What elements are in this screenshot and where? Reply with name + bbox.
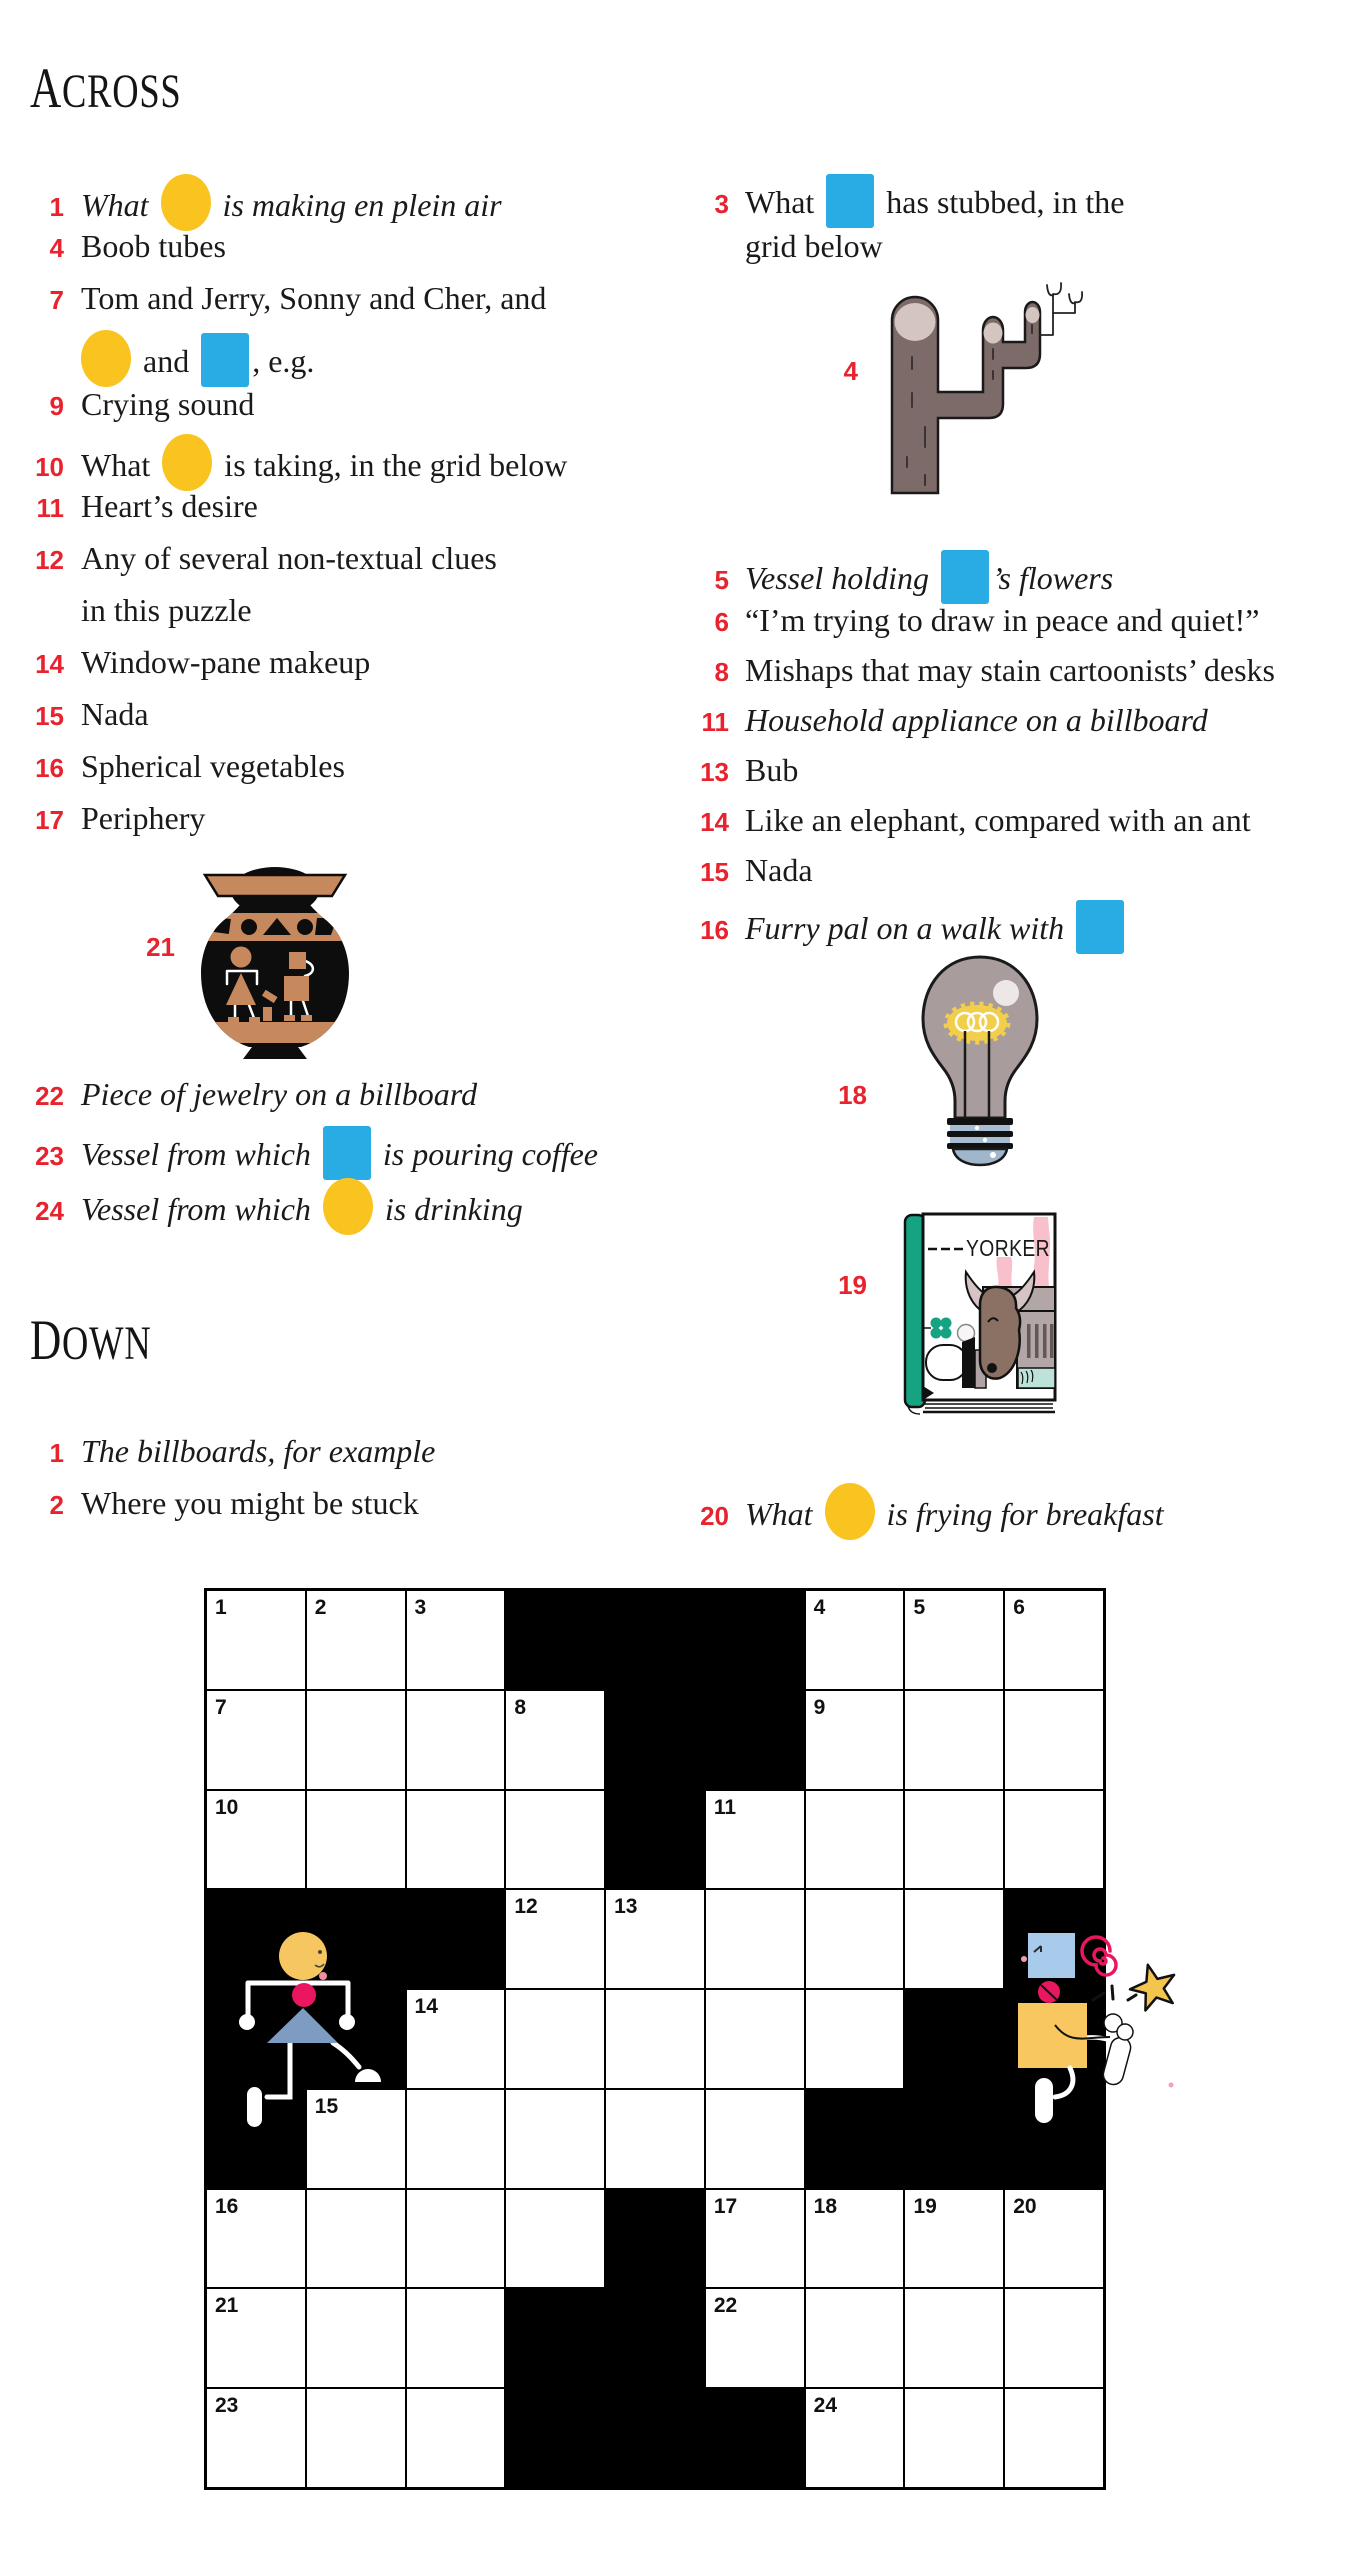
grid-cell-number: 8 xyxy=(514,1695,527,1719)
grid-cell-number: 6 xyxy=(1013,1596,1025,1619)
clue-across-23: 23 Vessel from which is pouring coffee xyxy=(0,1126,598,1180)
grid-cell-black xyxy=(606,2389,704,2487)
clue-down-20: 20 What is frying for breakfast xyxy=(665,1483,1164,1540)
clue-down-3: 3 What has stubbed, in the xyxy=(665,174,1124,228)
circle-character-icon xyxy=(162,434,212,491)
grid-cell-black xyxy=(706,1691,804,1789)
lightbulb-clue-number: 18 xyxy=(838,1080,867,1110)
down-heading: DOWN xyxy=(30,1309,152,1372)
grid-cell-black xyxy=(606,1591,704,1689)
grid-cell-number: 12 xyxy=(514,1895,538,1919)
lightbulb-illustration xyxy=(915,955,1045,1167)
clue-across-16: 16 Spherical vegetables xyxy=(35,748,345,784)
clue-across-10: 10 What is taking, in the grid below xyxy=(0,434,567,491)
grid-cell-number: 24 xyxy=(813,2394,838,2418)
grid-cell[interactable] xyxy=(407,2190,505,2288)
grid-cell[interactable] xyxy=(706,1791,804,1889)
grid-cell-number: 17 xyxy=(713,2194,738,2218)
grid-cell[interactable] xyxy=(307,2190,405,2288)
grid-cell-black xyxy=(506,2289,604,2387)
clue-down-3-line2: grid below xyxy=(745,228,883,264)
square-character-icon xyxy=(201,333,249,387)
grid-cell-number: 21 xyxy=(215,2294,239,2318)
grid-cell[interactable] xyxy=(706,1890,804,1988)
grid-cell[interactable] xyxy=(207,2190,305,2288)
grid-cell-black xyxy=(506,2389,604,2487)
grid-cell[interactable] xyxy=(905,2389,1003,2487)
grid-cell-black xyxy=(606,2289,704,2387)
grid-cell[interactable] xyxy=(1005,2190,1103,2288)
grid-cell-black xyxy=(606,2190,704,2288)
grid-cell[interactable] xyxy=(307,1591,405,1689)
grid-cell[interactable] xyxy=(1005,2389,1103,2487)
clue-down-11: 11 Household appliance on a billboard xyxy=(701,702,1208,738)
grid-cell-number: 15 xyxy=(314,2094,339,2118)
grid-cell-black xyxy=(506,1591,604,1689)
grid-cell-number: 3 xyxy=(414,1596,427,1619)
grid-cell[interactable] xyxy=(905,1890,1003,1988)
grid-cell-number: 4 xyxy=(813,1596,826,1619)
circle-character-icon xyxy=(323,1178,373,1235)
grid-cell-black xyxy=(706,2389,804,2487)
grid-cell[interactable] xyxy=(407,2389,505,2487)
clue-across-9: 9 Crying sound xyxy=(49,386,255,422)
grid-cell-number: 14 xyxy=(414,1995,438,2019)
grid-cell[interactable] xyxy=(207,1691,305,1789)
clue-across-7-line2: and , e.g. xyxy=(0,330,314,387)
grid-cell[interactable] xyxy=(207,1791,305,1889)
grid-cell-number: 2 xyxy=(314,1596,327,1619)
grid-cell[interactable] xyxy=(506,1691,604,1789)
clue-down-6: 6 “I’m trying to draw in peace and quiet!” xyxy=(714,602,1260,638)
clue-across-12: 12 Any of several non-textual clues xyxy=(35,540,497,576)
grid-cell-number: 13 xyxy=(614,1895,638,1919)
grid-cell-black xyxy=(806,2090,904,2188)
clue-across-1: 1 What is making en plein air xyxy=(0,174,502,231)
clue-down-1: 1 The billboards, for example xyxy=(49,1433,436,1469)
grid-cell[interactable] xyxy=(606,2090,704,2188)
square-character-icon xyxy=(941,550,989,604)
grid-cell-number: 20 xyxy=(1013,2194,1037,2218)
cactus-clue-number: 4 xyxy=(843,356,858,386)
grid-cell-black xyxy=(905,1990,1003,2088)
cactus-illustration xyxy=(885,275,1095,500)
grid-cell-number: 19 xyxy=(913,2194,937,2218)
grid-cell[interactable] xyxy=(806,2389,904,2487)
grid-cell-number: 10 xyxy=(215,1795,239,1819)
clue-down-15: 15 Nada xyxy=(700,852,813,888)
grid-cell[interactable] xyxy=(506,1890,604,1988)
grid-cell[interactable] xyxy=(806,2190,904,2288)
grid-cell-black xyxy=(905,2090,1003,2188)
grid-cell[interactable] xyxy=(706,2090,804,2188)
square-character-icon xyxy=(1076,900,1124,954)
grid-cell[interactable] xyxy=(905,2289,1003,2387)
clue-down-16: 16 Furry pal on a walk with xyxy=(665,900,1136,954)
clue-across-11: 11 Heart’s desire xyxy=(36,488,258,524)
amphora-illustration xyxy=(197,857,353,1061)
pain-star-icon xyxy=(1130,1965,1174,2011)
clue-across-15: 15 Nada xyxy=(35,696,149,732)
clue-down-5: 5 Vessel holding ’s flowers xyxy=(665,550,1113,604)
grid-cell[interactable] xyxy=(905,1591,1003,1689)
grid-cell-black xyxy=(606,1691,704,1789)
grid-cell[interactable] xyxy=(806,1791,904,1889)
clue-across-22: 22 Piece of jewelry on a billboard xyxy=(35,1076,478,1112)
magazine-title: YORKER xyxy=(966,1235,1050,1261)
grid-cell-number: 5 xyxy=(913,1596,926,1619)
grid-cell[interactable] xyxy=(407,1791,505,1889)
grid-cell[interactable] xyxy=(307,2389,405,2487)
grid-cell-number: 23 xyxy=(215,2394,239,2418)
grid-cell[interactable] xyxy=(606,1990,704,2088)
clue-across-4: 4 Boob tubes xyxy=(49,228,226,264)
grid-cell[interactable] xyxy=(1005,1691,1103,1789)
clue-down-2: 2 Where you might be stuck xyxy=(49,1485,419,1521)
circle-character-icon xyxy=(161,174,211,231)
grid-cell[interactable] xyxy=(905,2190,1003,2288)
grid-cell[interactable] xyxy=(506,2190,604,2288)
grid-cell[interactable] xyxy=(706,1990,804,2088)
circle-character-illustration xyxy=(235,1925,395,2135)
grid-cell[interactable] xyxy=(806,1591,904,1689)
pain-spiral-icon xyxy=(1082,1937,1116,1975)
grid-cell-number: 18 xyxy=(813,2194,838,2218)
grid-cell-number: 7 xyxy=(215,1695,227,1719)
across-heading: ACROSS xyxy=(30,57,182,120)
clue-down-8: 8 Mishaps that may stain cartoonists’ desks xyxy=(714,652,1275,688)
grid-cell[interactable] xyxy=(307,1691,405,1789)
square-character-icon xyxy=(323,1126,371,1180)
grid-cell[interactable] xyxy=(1005,2289,1103,2387)
grid-cell[interactable] xyxy=(407,1591,505,1689)
clue-across-12-line2: in this puzzle xyxy=(81,592,252,628)
grid-cell[interactable] xyxy=(905,1691,1003,1789)
magazine-illustration xyxy=(900,1210,1060,1420)
circle-character-icon xyxy=(81,330,131,387)
grid-cell-black xyxy=(407,1890,505,1988)
clue-down-13: 13 Bub xyxy=(700,752,799,788)
clue-across-14: 14 Window-pane makeup xyxy=(35,644,371,680)
grid-cell-number: 1 xyxy=(215,1596,227,1619)
grid-cell[interactable] xyxy=(207,2389,305,2487)
grid-cell[interactable] xyxy=(806,1691,904,1789)
square-character-illustration xyxy=(1015,1925,1190,2130)
grid-cell-number: 11 xyxy=(713,1795,737,1819)
grid-cell[interactable] xyxy=(407,1990,505,2088)
clue-across-17: 17 Periphery xyxy=(35,800,206,836)
grid-cell[interactable] xyxy=(905,1791,1003,1889)
grid-cell[interactable] xyxy=(407,1691,505,1789)
grid-cell[interactable] xyxy=(506,2090,604,2188)
grid-cell-number: 9 xyxy=(813,1695,826,1719)
grid-cell[interactable] xyxy=(506,1990,604,2088)
grid-cell[interactable] xyxy=(806,1990,904,2088)
clue-across-7: 7 Tom and Jerry, Sonny and Cher, and xyxy=(49,280,547,316)
magazine-clue-number: 19 xyxy=(838,1270,867,1300)
grid-cell[interactable] xyxy=(1005,1591,1103,1689)
grid-cell-black xyxy=(706,1591,804,1689)
grid-cell[interactable] xyxy=(207,1591,305,1689)
grid-cell[interactable] xyxy=(307,2289,405,2387)
grid-cell-black xyxy=(606,1791,704,1889)
grid-cell[interactable] xyxy=(706,2190,804,2288)
grid-cell[interactable] xyxy=(1005,1791,1103,1889)
grid-cell-number: 22 xyxy=(713,2294,738,2318)
square-character-icon xyxy=(826,174,874,228)
clue-down-14: 14 Like an elephant, compared with an ant xyxy=(700,802,1251,838)
grid-cell-number: 16 xyxy=(215,2194,239,2218)
amphora-clue-number: 21 xyxy=(146,932,175,962)
grid-cell[interactable] xyxy=(307,1791,405,1889)
grid-cell[interactable] xyxy=(706,2289,804,2387)
grid-cell[interactable] xyxy=(407,2090,505,2188)
clue-across-24: 24 Vessel from which is drinking xyxy=(0,1178,523,1235)
grid-cell[interactable] xyxy=(506,1791,604,1889)
grid-cell[interactable] xyxy=(806,2289,904,2387)
grid-cell[interactable] xyxy=(806,1890,904,1988)
grid-cell[interactable] xyxy=(606,1890,704,1988)
grid-cell[interactable] xyxy=(207,2289,305,2387)
grid-cell[interactable] xyxy=(407,2289,505,2387)
circle-character-icon xyxy=(825,1483,875,1540)
